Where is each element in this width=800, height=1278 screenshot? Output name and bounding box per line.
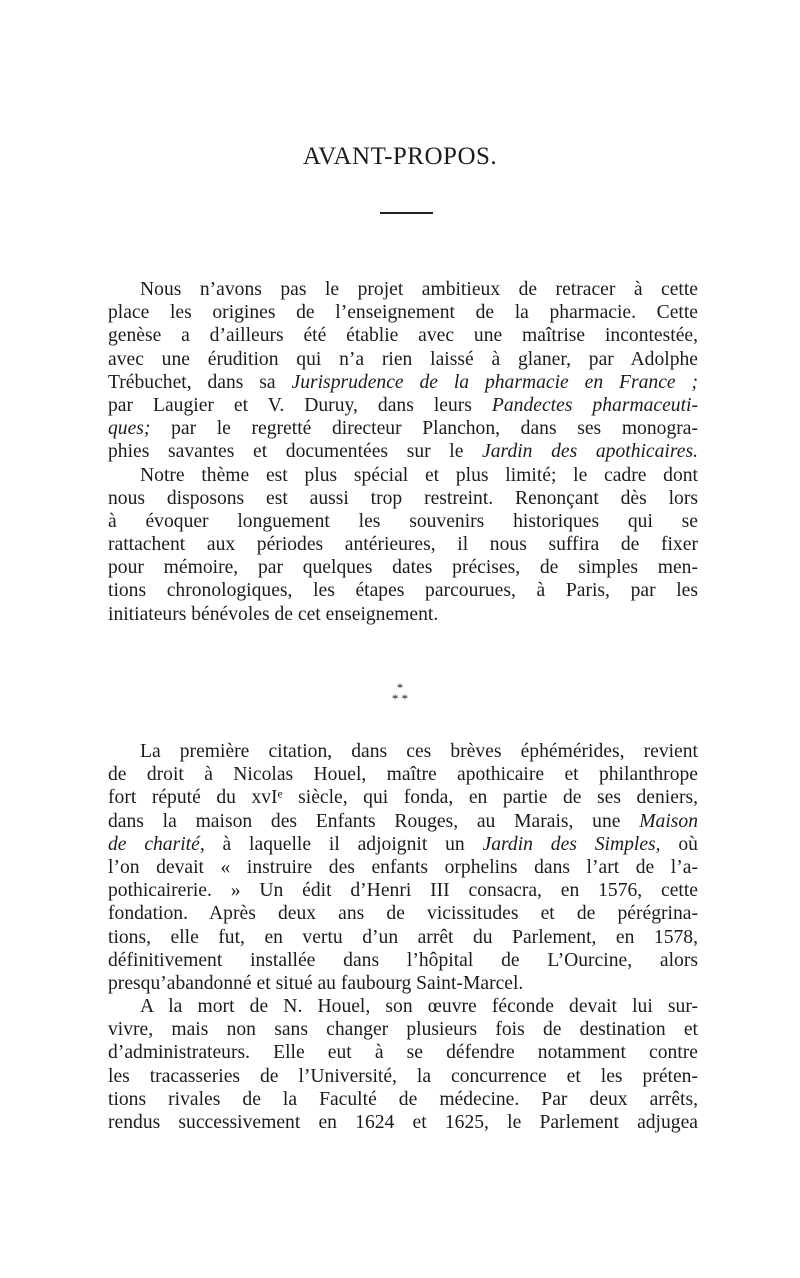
text-line: tions chronologiques, les étapes parcourues, à Paris, par les [108, 580, 698, 602]
text-line: rendus successivement en 1624 et 1625, le Parlement adjugea [108, 1112, 698, 1133]
text-line: définitivement installée dans l’hôpital de L’Ourcine, alors [108, 949, 698, 971]
title-rule [380, 212, 433, 214]
page-title: AVANT-PROPOS. [302, 143, 498, 170]
text-line: place les origines de l’enseignement de la pharmacie. Cette [108, 302, 698, 324]
text-line [108, 417, 698, 440]
italic-title: Jardin des apothicaires. [482, 441, 698, 463]
text-line: La première citation, dans ces brèves éphémérides, revient [140, 741, 698, 762]
asterism-bottom: * * [391, 691, 409, 706]
text-line [108, 833, 698, 856]
asterism-top: * [396, 680, 404, 695]
text-segment: par Laugier et V. Duruy, dans leurs [108, 394, 492, 416]
italic-title: Jardin des Simples, [482, 833, 661, 855]
text-segment: phies savantes et documentées sur le [108, 441, 483, 463]
text-line: nous disposons est aussi trop restreint. Renonçant dès lors [108, 487, 698, 509]
text-line: genèse a d’ailleurs été établie avec une maîtrise incontestée, [108, 325, 698, 347]
text-line: l’on devait « instruire des enfants orphelins dans l’art de l’a- [108, 856, 698, 878]
text-line: de droit à Nicolas Houel, maître apothicaire et philanthrope [108, 764, 698, 786]
text-line: tions, elle fut, en vertu d’un arrêt du Parlement, en 1578, [108, 926, 698, 948]
text-line: tions rivales de la Faculté de médecine. Par deux arrêts, [108, 1088, 698, 1110]
text-line [108, 810, 698, 833]
italic-title: ques; [108, 418, 151, 440]
paragraph-block-1 [108, 278, 698, 626]
text-line: A la mort de N. Houel, son œuvre féconde devait lui sur- [140, 996, 698, 1018]
text-segment: Trébuchet, dans sa [108, 371, 292, 393]
text-line: Notre thème est plus spécial et plus limité; le cadre dont [140, 464, 698, 486]
text-line: à évoquer longuement les souvenirs historiques qui se [108, 510, 698, 532]
text-line: fort réputé du xvIᵉ siècle, qui fonda, en partie de ses deniers, [108, 787, 698, 809]
text-line: rattachent aux périodes antérieures, il nous suffira de fixer [108, 534, 698, 556]
paragraph-block-2 [108, 740, 698, 1134]
text-segment: où [660, 833, 698, 855]
text-line [108, 394, 698, 417]
text-line: les tracasseries de l’Université, la concurrence et les préten- [108, 1065, 698, 1087]
text-segment: par le regretté directeur Planchon, dans ses monogra- [150, 418, 698, 440]
text-line [108, 371, 698, 394]
text-line: d’administrateurs. Elle eut à se défendre notamment contre [108, 1042, 698, 1064]
italic-title: Maison [639, 810, 698, 832]
italic-title: de charité, [108, 833, 205, 855]
text-line: Nous n’avons pas le projet ambitieux de retracer à cette [140, 279, 698, 300]
text-line: fondation. Après deux ans de vicissitudes et de pérégrina- [108, 903, 698, 925]
text-line: avec une érudition qui n’a rien laissé à glaner, par Adolphe [108, 348, 698, 370]
asterism [0, 682, 800, 704]
text-line: pour mémoire, par quelques dates précises, de simples men- [108, 557, 698, 579]
text-line: presqu’abandonné et situé au faubourg Saint-Marcel. [108, 972, 524, 994]
text-segment: dans la maison des Enfants Rouges, au Marais, une [108, 810, 640, 832]
italic-title: Pandectes pharmaceuti- [491, 394, 699, 416]
text-line: initiateurs bénévoles de cet enseignement. [108, 603, 439, 625]
text-line: vivre, mais non sans changer plusieurs fois de destination et [108, 1019, 698, 1041]
text-segment: à laquelle il adjoignit un [204, 833, 483, 855]
italic-title: Jurisprudence de la pharmacie en France ; [291, 371, 698, 393]
text-line: pothicairerie. » Un édit d’Henri III consacra, en 1576, cette [108, 880, 698, 902]
text-line [108, 440, 698, 463]
